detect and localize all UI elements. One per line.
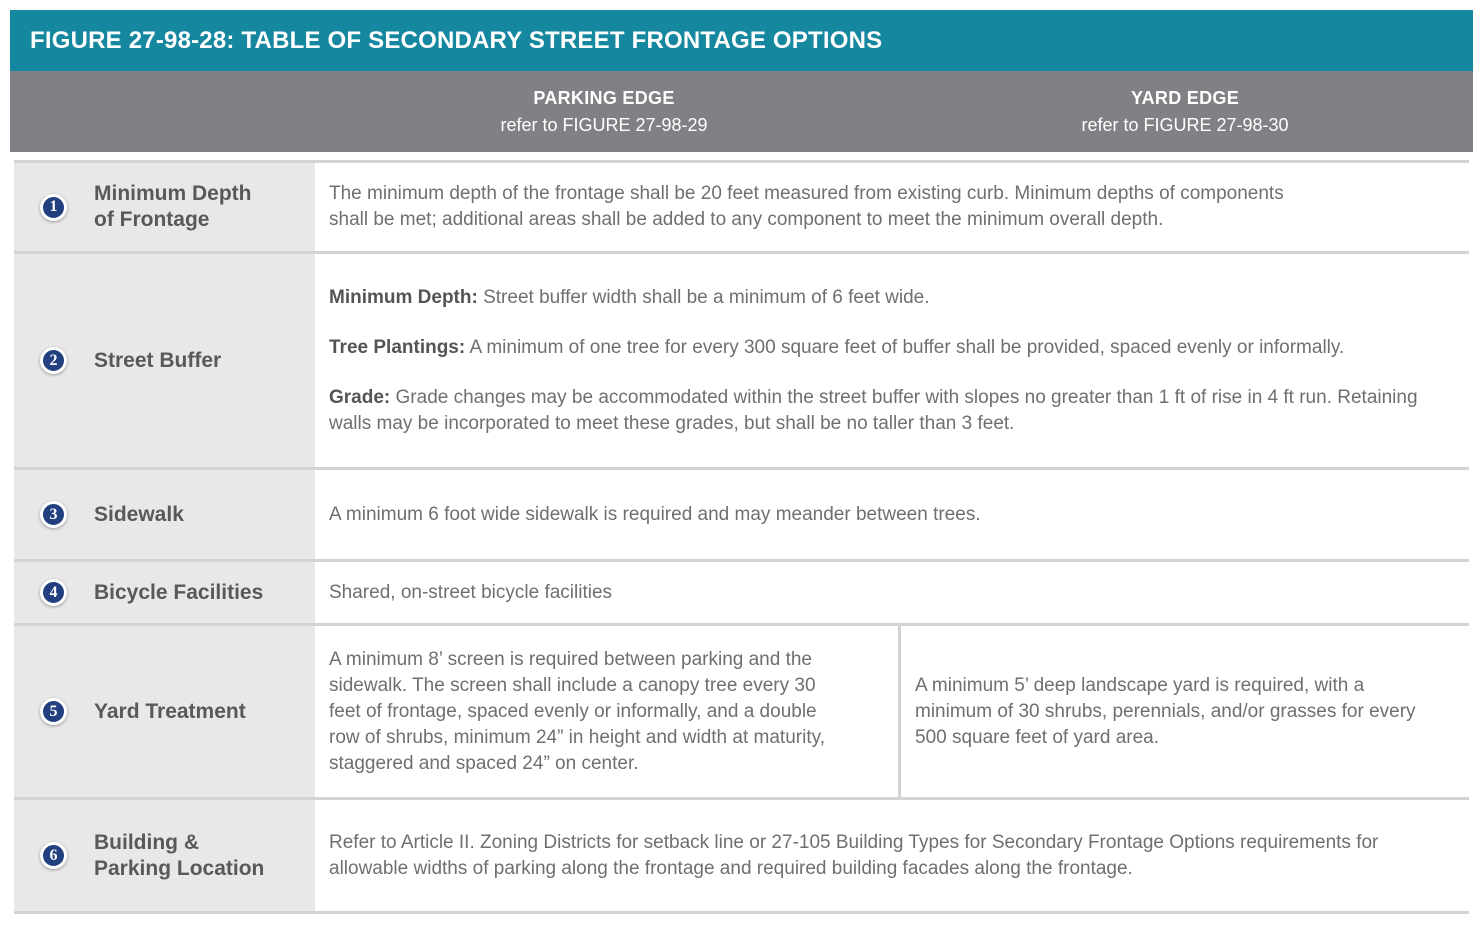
row-5-label-cell — [14, 626, 315, 797]
column-header-band — [10, 71, 1473, 152]
row-3-label — [94, 502, 184, 528]
street-buffer-tree-plantings — [329, 335, 1449, 361]
row-5-split-cells — [315, 626, 1469, 797]
row-4-content-cell — [315, 562, 1469, 623]
row-4-label-line-1: Bicycle Facilities — [94, 580, 264, 604]
parking-edge-subtitle: refer to FIGURE 27-98-29 — [500, 114, 708, 135]
yard-treatment-parking-edge-cell — [315, 626, 898, 797]
row-1-label-line-1: Minimum Depth — [94, 182, 252, 205]
tree-plantings-lead: Tree Plantings: — [329, 336, 466, 358]
row-2-content-cell — [315, 254, 1469, 467]
row-4-number-badge: 4 — [40, 579, 67, 606]
row-minimum-depth-of-frontage — [14, 163, 1469, 251]
row-building-parking-location — [14, 797, 1469, 911]
row-3-number-badge: 3 — [40, 501, 67, 528]
row-6-label-line-2: Parking Location — [94, 856, 265, 880]
figure-title: FIGURE 27-98-28: TABLE OF SECONDARY STREET FRONTAGE OPTIONS — [30, 26, 883, 54]
figure-title-bar — [10, 10, 1473, 71]
parking-edge-column-header — [311, 71, 897, 152]
row-4-label — [94, 580, 263, 606]
row-2-number-badge: 2 — [40, 347, 67, 374]
row-4-label-cell — [14, 562, 315, 623]
grade-text: Grade changes may be accommodated within the street buffer with slopes no greater than 1 ft of rise in 4 ft run. Retaining walls may be incorporated to meet these grades, but shall be no taller than 3 feet. — [329, 386, 1418, 434]
frontage-options-table — [14, 160, 1469, 914]
minimum-depth-text: Street buffer width shall be a minimum of 6 feet wide. — [483, 286, 930, 308]
yard-edge-subtitle: refer to FIGURE 27-98-30 — [1081, 114, 1289, 135]
column-header-spacer — [10, 71, 311, 152]
row-1-label-cell — [14, 163, 315, 251]
row-1-content-text: The minimum depth of the frontage shall be 20 feet measured from existing curb. Minimum depths of components shall be met; additional areas shall be added to any component to meet the minimum overall depth. — [329, 183, 1284, 230]
yard-edge-column-header — [897, 71, 1473, 152]
row-6-content-cell — [315, 800, 1469, 911]
row-bicycle-facilities — [14, 559, 1469, 623]
row-3-content-cell — [315, 470, 1469, 559]
row-3-label-cell — [14, 470, 315, 559]
row-4-content-text: Shared, on-street bicycle facilities — [329, 581, 613, 603]
tree-plantings-text: A minimum of one tree for every 300 square feet of buffer shall be provided, spaced evenly or informally. — [469, 336, 1345, 358]
row-5-label-line-1: Yard Treatment — [94, 699, 246, 723]
row-6-number-badge: 6 — [40, 842, 67, 869]
row-6-content-text: Refer to Article II. Zoning Districts for setback line or 27-105 Building Types for Secondary Frontage Options requirements for allowable widths of parking along the frontage and required building facades along the frontage. — [329, 831, 1379, 879]
parking-edge-title: PARKING EDGE — [533, 87, 675, 108]
street-buffer-grade — [329, 385, 1449, 437]
row-2-label — [94, 348, 221, 374]
row-5-label — [94, 699, 246, 725]
yard-treatment-yard-edge-text: A minimum 5’ deep landscape yard is required, with a minimum of 30 shrubs, perennials, and/or grasses for every 500 square feet of yard area. — [915, 674, 1416, 748]
row-1-label — [94, 181, 252, 233]
yard-edge-title: YARD EDGE — [1130, 87, 1240, 108]
row-6-label-line-1: Building & — [94, 830, 199, 854]
row-5-number-badge: 5 — [40, 698, 67, 725]
minimum-depth-lead: Minimum Depth: — [329, 286, 478, 308]
row-1-content-cell — [315, 163, 1469, 251]
row-6-label-cell — [14, 800, 315, 911]
street-buffer-minimum-depth — [329, 285, 1449, 311]
yard-treatment-parking-edge-text: A minimum 8’ screen is required between parking and the sidewalk. The screen shall include a canopy tree every 30 feet of frontage, spaced evenly or informally, and a double row of shrubs, minimum 24” in height and width at maturity, staggered and spaced 24” on center. — [329, 648, 825, 774]
yard-treatment-yard-edge-cell — [898, 626, 1469, 797]
row-street-buffer — [14, 251, 1469, 467]
row-2-label-line-1: Street Buffer — [94, 348, 222, 372]
row-3-label-line-1: Sidewalk — [94, 502, 184, 526]
row-1-number-badge: 1 — [40, 194, 67, 221]
row-6-label — [94, 830, 264, 882]
row-yard-treatment — [14, 623, 1469, 797]
row-3-content-text: A minimum 6 foot wide sidewalk is required and may meander between trees. — [329, 503, 981, 525]
row-sidewalk — [14, 467, 1469, 559]
row-1-label-line-2: of Frontage — [94, 208, 210, 231]
row-2-label-cell — [14, 254, 315, 467]
grade-lead: Grade: — [329, 386, 391, 408]
